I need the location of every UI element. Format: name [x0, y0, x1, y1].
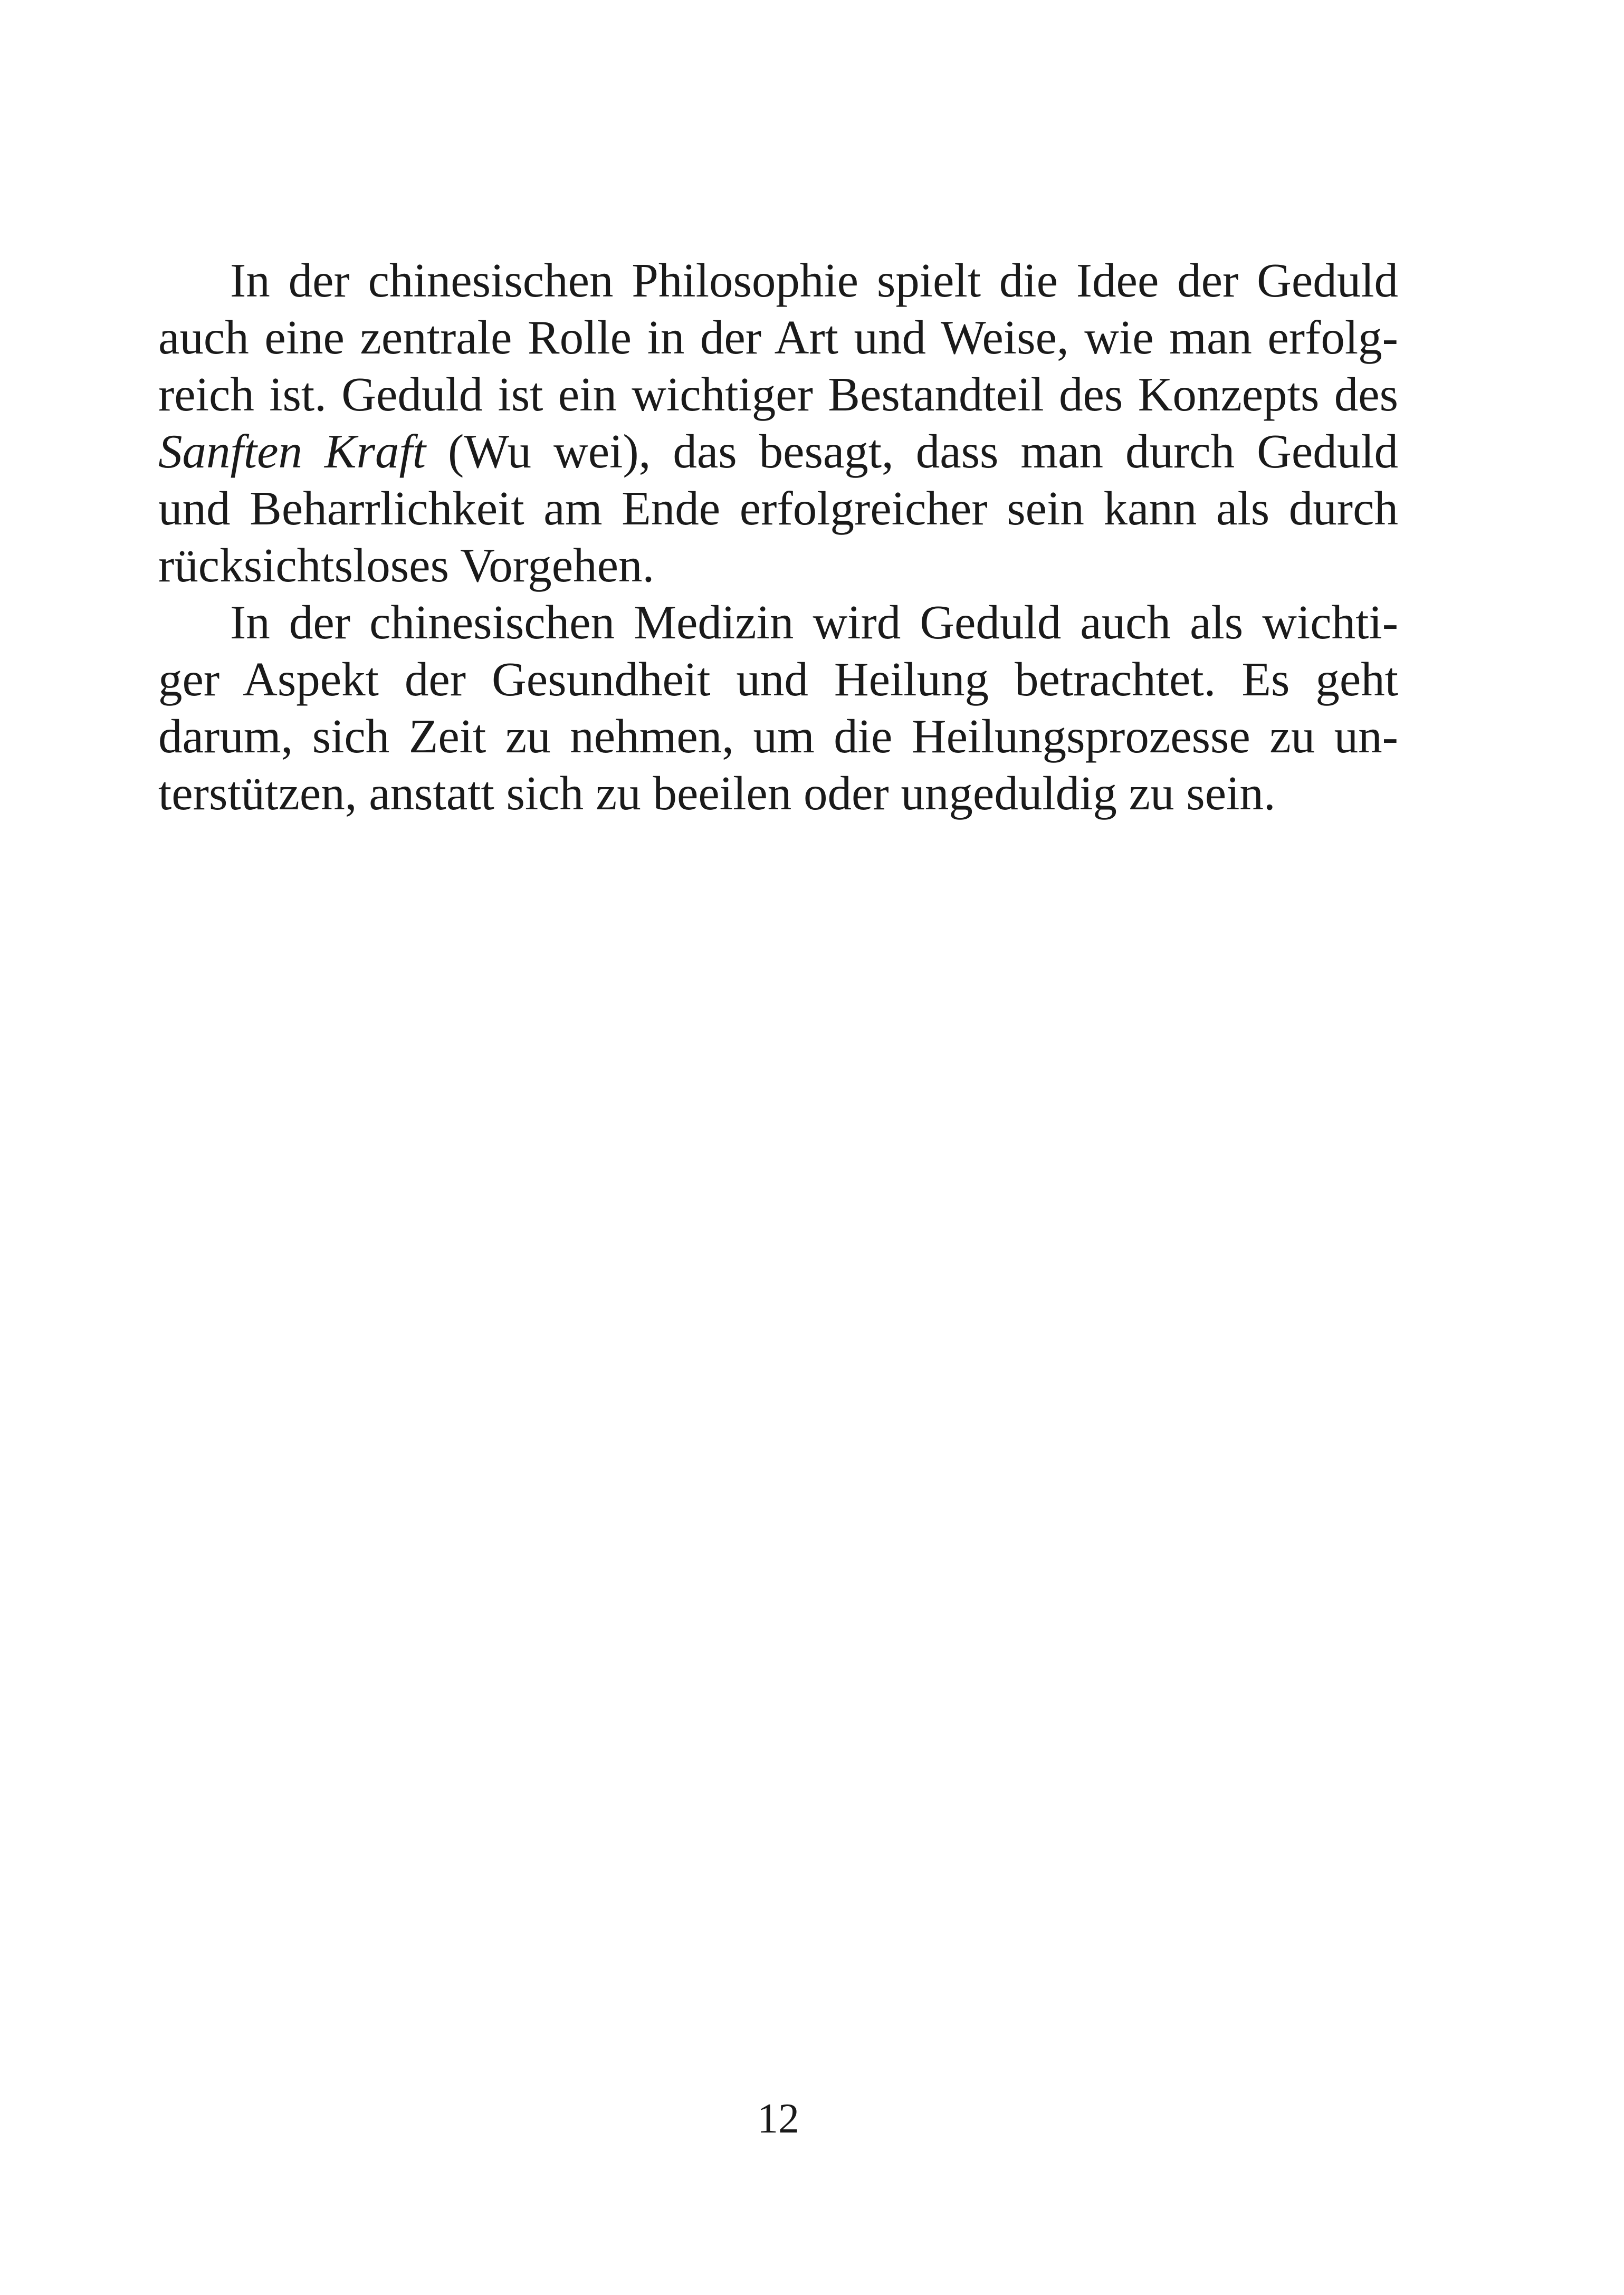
text-line: terstützen, anstatt sich zu beeilen oder ungeduldig zu sein. [158, 767, 1276, 820]
text-line [158, 423, 1398, 480]
text-line: In der chinesischen Philosophie spielt die Idee der Geduld [230, 254, 1398, 307]
text-line: auch eine zentrale Rolle in der Art und Weise, wie man erfolg- [158, 311, 1398, 364]
text-line: und Beharrlichkeit am Ende erfolgreicher sein kann als durch [158, 482, 1398, 535]
text-line: reich ist. Geduld ist ein wichtiger Bestandteil des Konzepts des [158, 368, 1398, 421]
body-text [158, 252, 1398, 822]
text-line: darum, sich Zeit zu nehmen, um die Heilungsprozesse zu un- [158, 710, 1398, 763]
text-line: rücksichtsloses Vorgehen. [158, 539, 655, 592]
paragraph-medicine [158, 594, 1398, 822]
italic-term: Sanften Kraft [158, 425, 426, 478]
text-line-rest: (Wu wei), das besagt, dass man durch Geduld [426, 425, 1398, 478]
page-number: 12 [757, 2096, 799, 2142]
paragraph-philosophy [158, 252, 1398, 594]
text-line: In der chinesischen Medizin wird Geduld auch als wichti- [230, 596, 1398, 649]
text-line: ger Aspekt der Gesundheit und Heilung betrachtet. Es geht [158, 653, 1398, 706]
